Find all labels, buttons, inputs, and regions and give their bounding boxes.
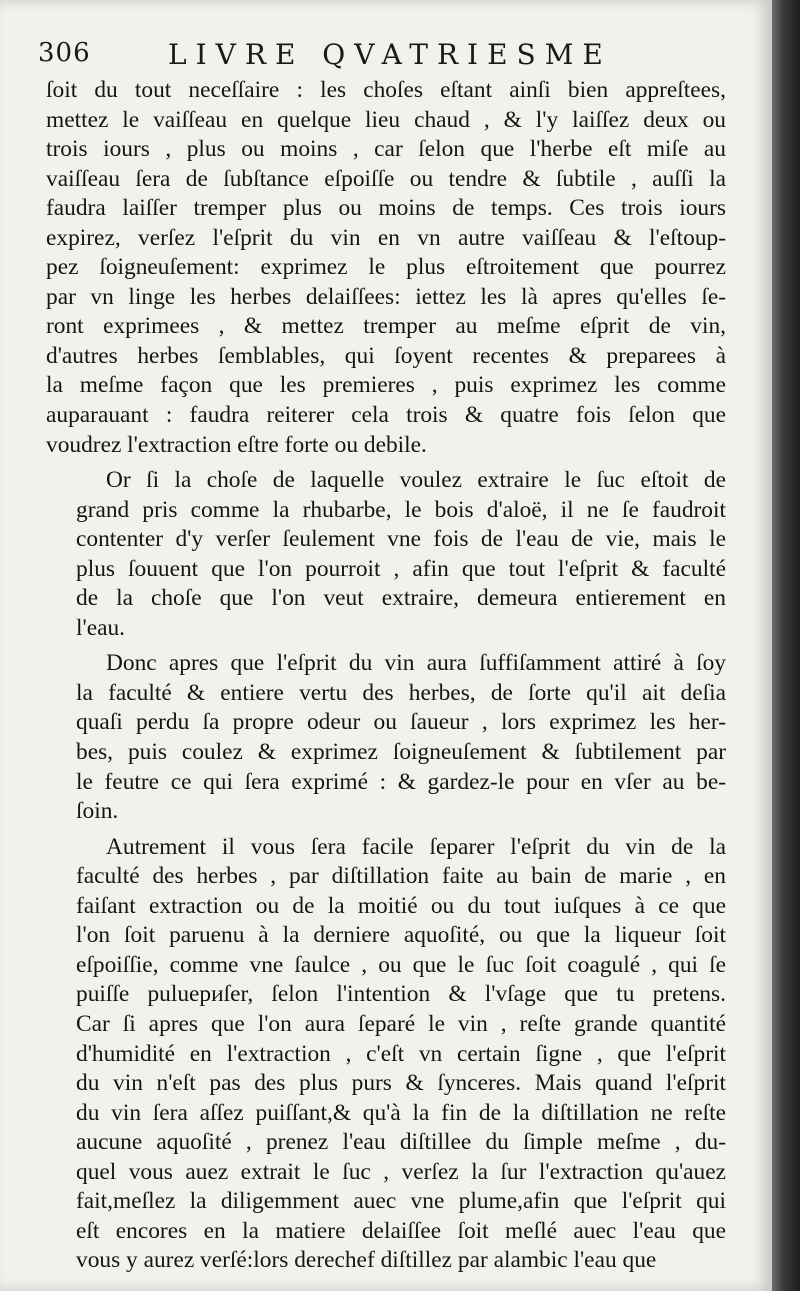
text-line: l'eau. [76, 614, 126, 641]
text-line: faiſant extraction ou de la moitié ou du tout iuſques à ce que [76, 892, 726, 919]
text-line: quel vous auez extrait le ſuc , verſez la ſur l'extraction qu'auez [76, 1158, 726, 1185]
text-line: d'humidité en l'extraction , c'eſt vn certain ſigne , que l'eſprit [76, 1040, 726, 1067]
text-line: quaſi perdu ſa propre odeur ou ſaueur , lors exprimez les her- [76, 709, 726, 736]
text-line: Or ſi la choſe de laquelle voulez extraire le ſuc eſtoit de [106, 467, 726, 494]
text-line: voudrez l'extraction eſtre forte ou debile. [46, 431, 427, 458]
paragraph [46, 76, 726, 460]
text-line: l'on ſoit paruenu à la derniere aquoſité, ou que la liqueur ſoit [76, 922, 726, 949]
text-line: puiſſe puluериſer, ſelon l'intention & l'vſage que tu pretens. [76, 981, 726, 1008]
paragraph [46, 466, 726, 643]
text-line: du vin n'eſt pas des plus purs & ſynceres. Mais quand l'eſprit [76, 1070, 726, 1097]
text-line: ſoin. [76, 798, 119, 825]
text-line: plus ſouuent que l'on pourroit , afin que tout l'eſprit & faculté [76, 555, 726, 582]
paragraph [46, 833, 726, 1276]
text-line: contenter d'y verſer ſeulement vne fois de l'eau de vie, mais le [76, 526, 726, 553]
text-line: ront exprimees , & mettez tremper au meſme eſprit de vin, [46, 313, 726, 340]
text-line: faculté des herbes , par diſtillation faite au bain de marie , en [76, 863, 726, 890]
text-line: faudra laiſſer tremper plus ou moins de temps. Ces trois iours [46, 195, 726, 222]
text-line: auparauant : faudra reiterer cela trois & quatre fois ſelon que [46, 402, 726, 429]
text-line: expirez, verſez l'eſprit du vin en vn autre vaiſſeau & l'eſtoup- [46, 224, 726, 251]
text-line: le feutre ce qui ſera exprimé : & gardez-le pour en vſer au be- [76, 768, 726, 795]
text-line: vaiſſeau ſera de ſubſtance eſpoiſſe ou tendre & ſubtile , auſſi la [46, 165, 726, 192]
paragraph [46, 649, 726, 826]
text-line: pez ſoigneuſement: exprimez le plus eſtroitement que pourrez [46, 254, 726, 281]
text-line: ſoit du tout neceſſaire : les choſes eſtant ainſi bien appreſtees, [46, 77, 726, 103]
text-line: Autrement il vous ſera facile ſeparer l'eſprit du vin de la [106, 833, 726, 860]
text-line: d'autres herbes ſemblables, qui ſoyent recentes & preparees à [46, 342, 726, 369]
text-line: eſt encores en la matiere delaiſſee ſoit meſlé auec l'eau que [76, 1217, 726, 1244]
text-line: vous y aurez verſé:lors derechef diſtillez par alambic l'eau que [76, 1247, 657, 1274]
page-edge-shadow [772, 0, 800, 1291]
text-line: bes, puis coulez & exprimez ſoigneuſement & ſubtilement par [76, 739, 726, 766]
text-line: Donc apres que l'eſprit du vin aura ſuffiſamment attiré à ſoy [106, 650, 726, 677]
text-line: la faculté & entiere vertu des herbes, de ſorte qu'il ait deſia [76, 679, 726, 706]
text-line: eſpoiſſie, comme vne ſaulce , ou que le ſuc ſoit coagulé , qui ſe [76, 951, 726, 978]
text-line: grand pris comme la rhubarbe, le bois d'aloë, il ne ſe faudroit [76, 496, 726, 523]
text-line: trois iours , plus ou moins , car ſelon que l'herbe eſt miſe au [46, 136, 726, 163]
page-number: 306 [38, 38, 91, 68]
text-line: Car ſi apres que l'on aura ſeparé le vin , reſte grande quantité [76, 1010, 726, 1037]
running-title: LIVRE QVATRIESME [168, 38, 612, 71]
text-line: la meſme façon que les premieres , puis exprimez les comme [46, 372, 726, 399]
page-header [38, 38, 728, 78]
text-line: par vn linge les herbes delaiſſees: iettez les là apres qu'elles ſe- [46, 283, 726, 310]
text-line: aucune aquoſité , prenez l'eau diſtillee du ſimple meſme , du- [76, 1129, 726, 1156]
text-line: mettez le vaiſſeau en quelque lieu chaud , & l'y laiſſez deux ou [46, 106, 726, 133]
text-line: de la choſe que l'on veut extraire, demeura entierement en [76, 585, 726, 612]
text-line: du vin ſera aſſez puiſſant,& qu'à la fin de la diſtillation ne reſte [76, 1099, 726, 1126]
body-text [46, 76, 726, 1282]
text-line: fait,meſlez la diligemment auec vne plume,afin que l'eſprit qui [76, 1188, 726, 1215]
